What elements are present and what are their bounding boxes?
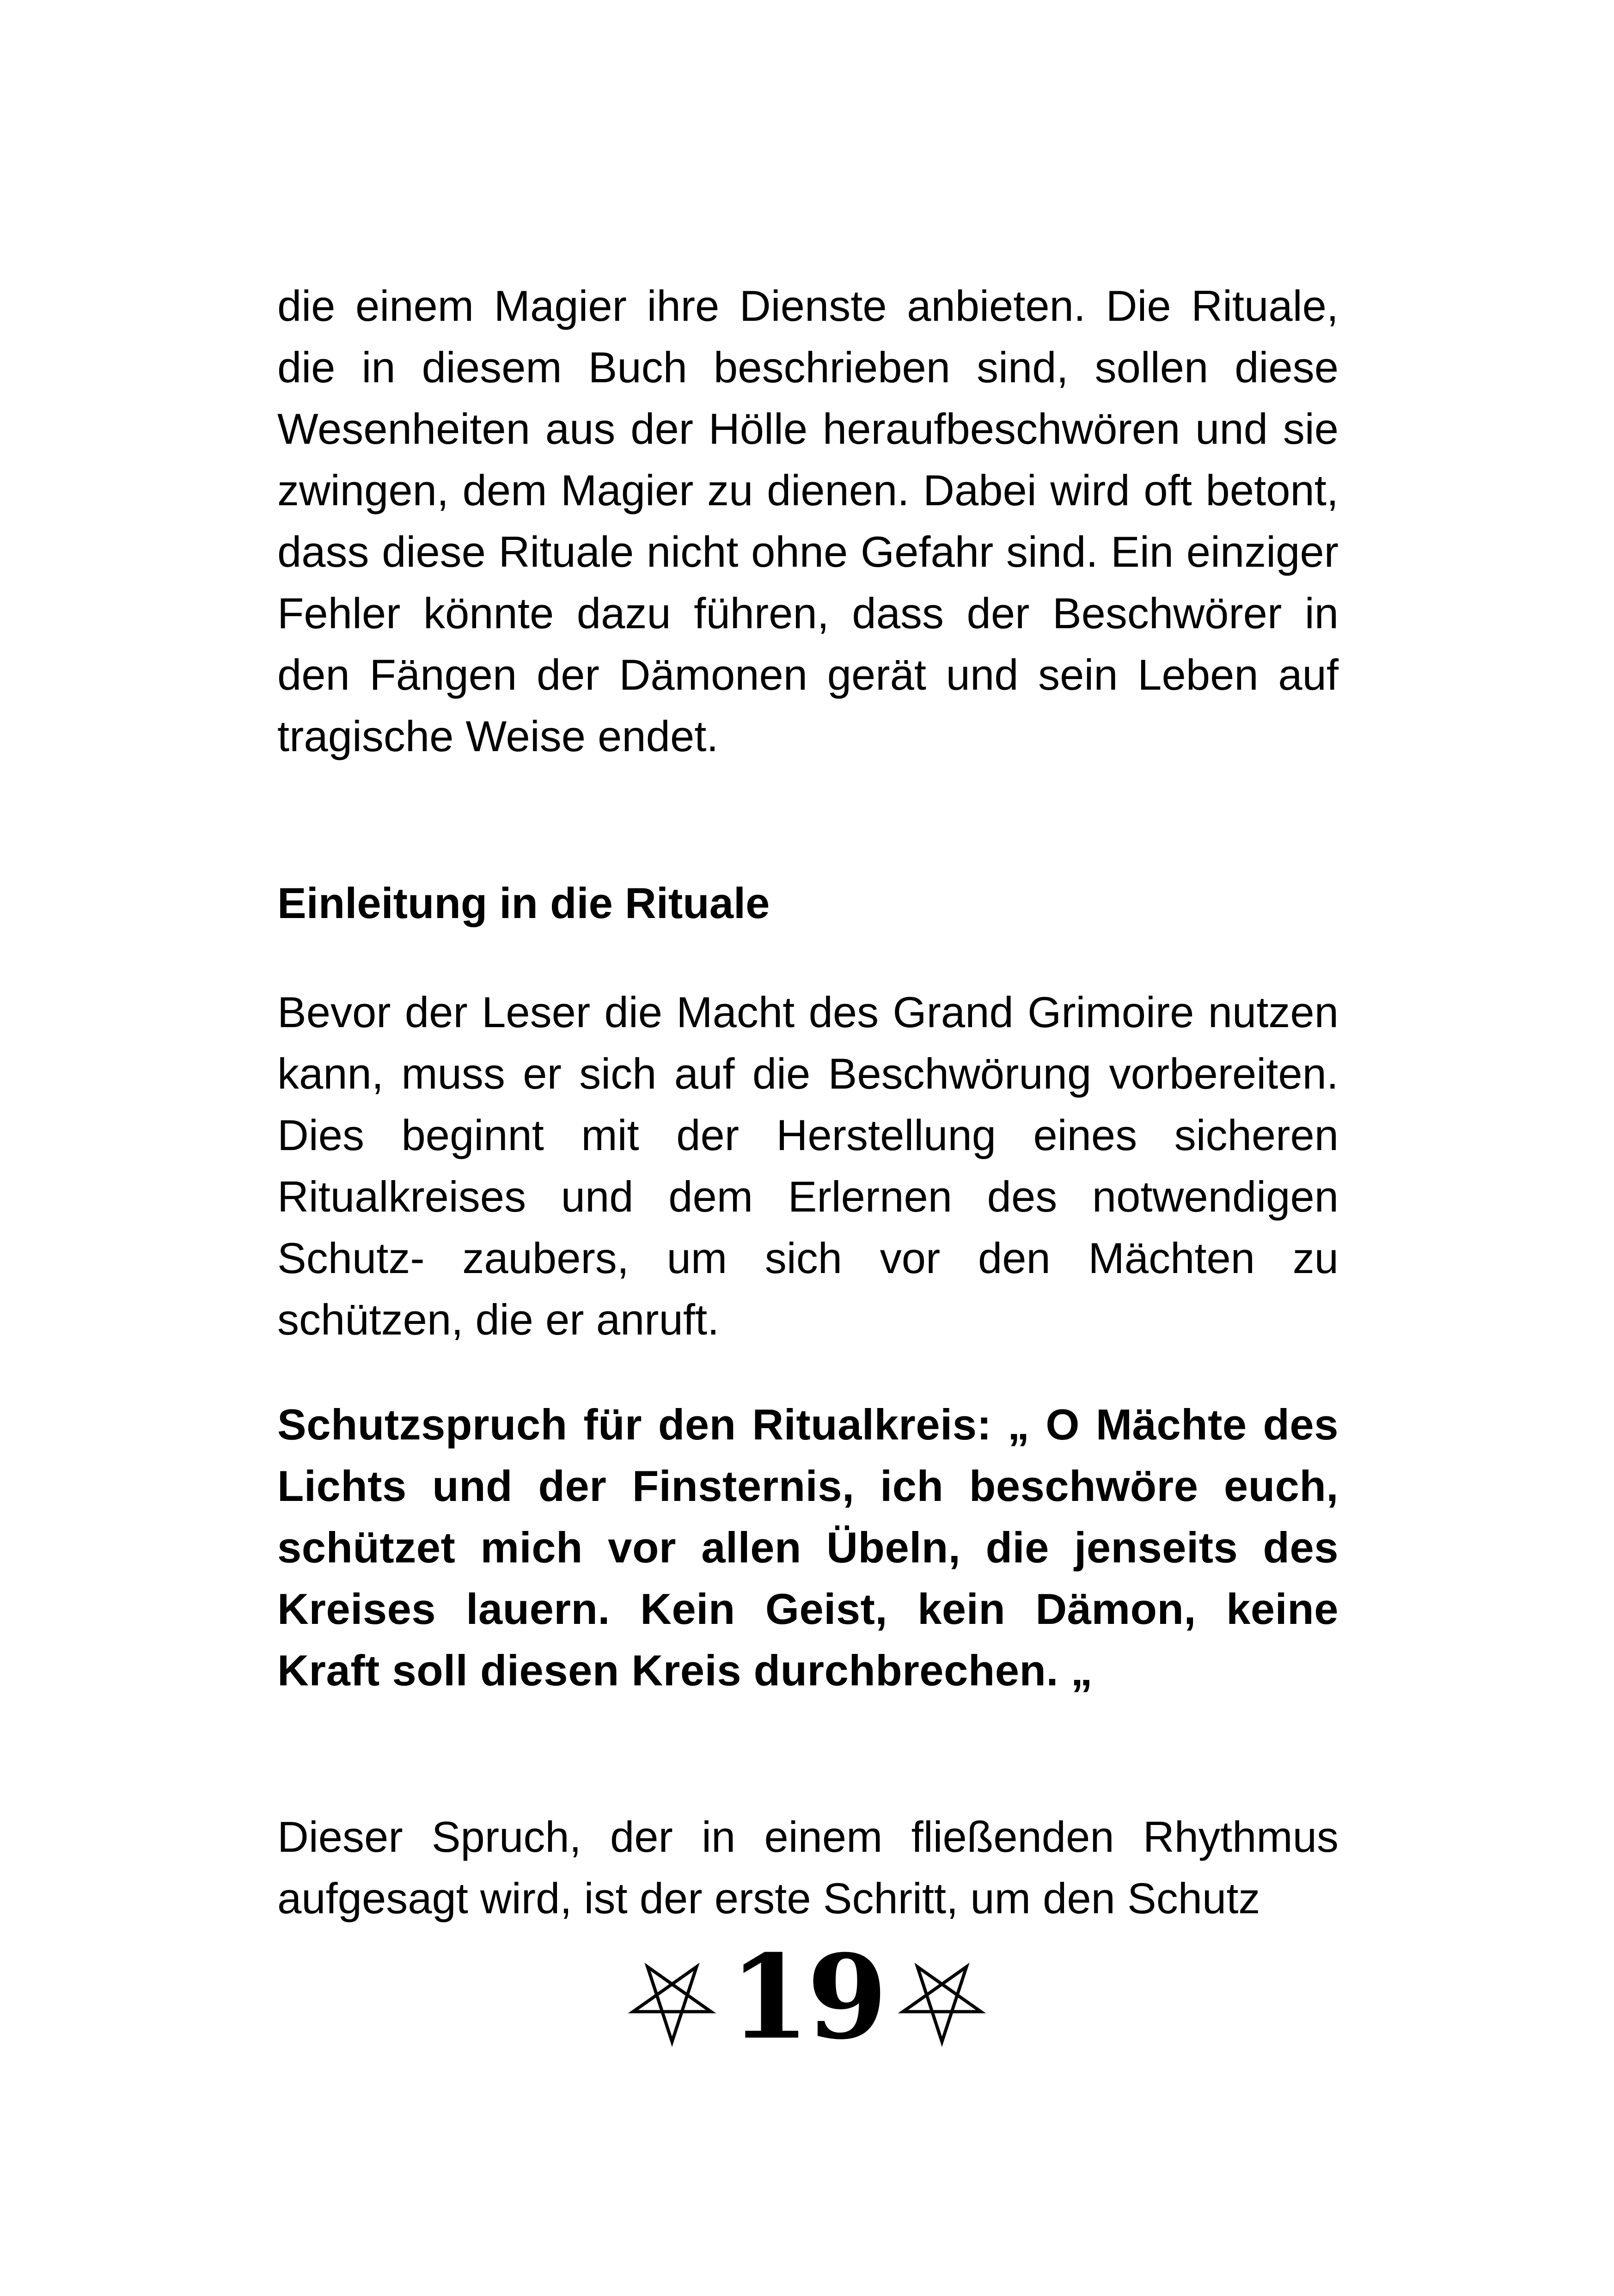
page-footer [0,1928,1614,2066]
section-heading: Einleitung in die Rituale [277,879,770,927]
body-paragraph: Dieser Spruch, der in einem fließenden Rhythmus aufgesagt wird, ist der erste Schritt, um den Schutz [277,1812,1339,1923]
body-paragraph: die einem Magier ihre Dienste anbieten. Die Rituale, die in diesem Buch beschrieben sind, sollen diese Wesenheiten aus der Hölle heraufbeschwören und sie zwingen, dem Magier zu dienen. Dabei wird oft betont, dass diese Rituale nicht ohne Gefahr sind. Ein einziger Fehler könnte dazu führen, dass der Beschwörer in den Fängen der Dämonen gerät und sein Leben auf tragische Weise endet. [277,282,1339,760]
page-number: 19 [729,1929,885,2065]
body-paragraph: Bevor der Leser die Macht des Grand Grimoire nutzen kann, muss er sich auf die Beschwörung vorbereiten. Dies beginnt mit der Herstellung eines sicheren Ritualkreises und dem Erlernen des notwendigen Schutz- zaubers, um sich vor den Mächten zu schützen, die er anruft. [277,988,1339,1344]
incantation-paragraph: Schutzspruch für den Ritualkreis: „ O Mächte des Lichts und der Finsternis, ich beschwöre euch, schützet mich vor allen Übeln, die jenseits des Kreises lauern. Kein Geist, kein Dämon, keine Kraft soll diesen Kreis durchbrechen. „ [277,1400,1339,1695]
pentagram-icon [621,1946,723,2048]
pentagram-icon [891,1946,993,2048]
